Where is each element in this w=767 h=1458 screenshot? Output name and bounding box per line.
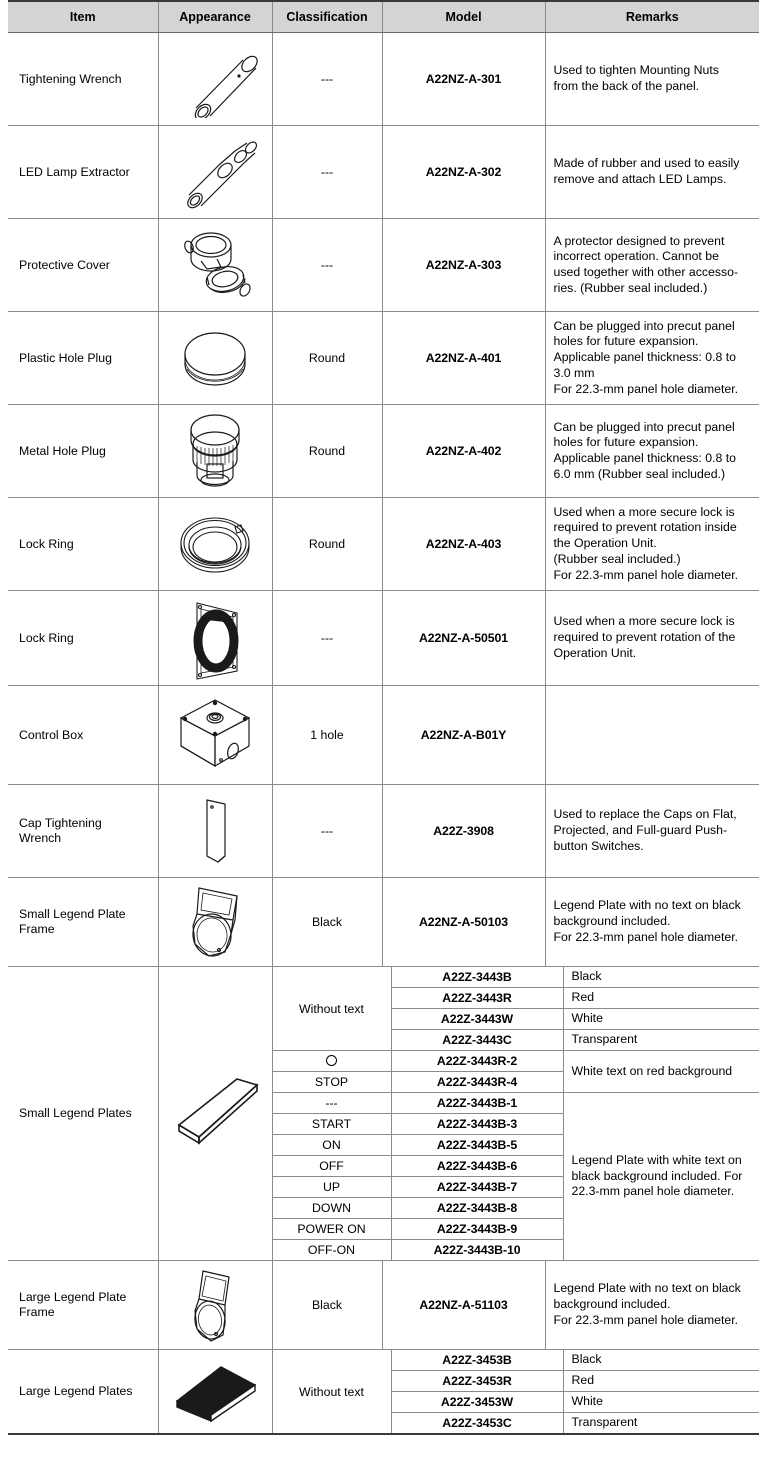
model-value: A22Z-3443C bbox=[391, 1030, 563, 1051]
classification-value: Without text bbox=[273, 967, 392, 1051]
remarks-line: Used to replace the Caps on Flat, bbox=[553, 807, 737, 822]
classification-value: OFF-ON bbox=[273, 1240, 392, 1261]
model-value: A22Z-3908 bbox=[382, 785, 545, 878]
remarks-line: holes for future expansion. bbox=[553, 334, 699, 349]
model-value: A22NZ-A-302 bbox=[382, 126, 545, 219]
item-label: Small Legend Plates bbox=[8, 967, 158, 1261]
remarks-line: remove and attach LED Lamps. bbox=[553, 172, 727, 186]
remarks-line: ries. (Rubber seal included.) bbox=[553, 280, 708, 295]
classification-value: Without text bbox=[273, 1350, 392, 1433]
remarks-cell: White text on red background bbox=[563, 1051, 759, 1093]
remarks-line: the Operation Unit. bbox=[553, 536, 657, 551]
control-box-illustration bbox=[158, 686, 272, 785]
item-label: Plastic Hole Plug bbox=[8, 312, 158, 405]
model-value: A22Z-3443R-4 bbox=[391, 1072, 563, 1093]
table-row bbox=[8, 686, 759, 785]
remarks-line: from the back of the panel. bbox=[553, 79, 700, 93]
classification-value: POWER ON bbox=[273, 1219, 392, 1240]
remarks-cell: Black bbox=[571, 1352, 602, 1367]
item-label: LED Lamp Extractor bbox=[8, 126, 158, 219]
remarks-line: Made of rubber and used to easily bbox=[553, 156, 740, 171]
metal-hole-plug-illustration bbox=[158, 405, 272, 498]
remarks-line: button Switches. bbox=[553, 838, 644, 853]
remarks-cell bbox=[545, 591, 759, 686]
remarks-cell: Transparent bbox=[563, 1030, 759, 1051]
model-value: A22Z-3443B-5 bbox=[391, 1135, 563, 1156]
model-value: A22Z-3443R bbox=[391, 988, 563, 1009]
table-row bbox=[273, 1093, 760, 1114]
remarks-line: 3.0 mm bbox=[553, 365, 595, 380]
classification-value: Round bbox=[272, 405, 382, 498]
remarks-line: (Rubber seal included.) bbox=[553, 551, 681, 566]
classification-value: Round bbox=[272, 498, 382, 591]
item-label: Large Legend Plates bbox=[8, 1350, 158, 1435]
table-row bbox=[8, 1350, 759, 1435]
item-label: Lock Ring bbox=[8, 591, 158, 686]
model-value: A22Z-3443W bbox=[391, 1009, 563, 1030]
classification-value: OFF bbox=[273, 1156, 392, 1177]
model-value: A22Z-3443B-1 bbox=[391, 1093, 563, 1114]
small-legend-plate-illustration bbox=[158, 967, 272, 1261]
remarks-line: holes for future expansion. bbox=[553, 435, 699, 450]
classification-value: Round bbox=[272, 312, 382, 405]
remarks-cell bbox=[545, 1261, 759, 1350]
item-label: Small Legend Plate Frame bbox=[8, 878, 158, 967]
remarks-line: used together with other accesso- bbox=[553, 265, 739, 279]
remarks-line: black background included. bbox=[571, 1168, 721, 1183]
item-label: Cap Tightening Wrench bbox=[8, 785, 158, 878]
remarks-line: Applicable panel thickness: 0.8 to bbox=[553, 451, 737, 465]
lock-ring-round-illustration bbox=[158, 498, 272, 591]
model-value: A22NZ-A-403 bbox=[382, 498, 545, 591]
remarks-line: For 22.3-mm panel hole diameter. bbox=[553, 567, 739, 582]
column-header-appearance: Appearance bbox=[158, 1, 272, 33]
model-value: A22Z-3453C bbox=[391, 1413, 563, 1434]
table-row bbox=[8, 498, 759, 591]
remarks-line: Used to tighten Mounting Nuts bbox=[553, 63, 719, 78]
item-label: Lock Ring bbox=[8, 498, 158, 591]
table-row bbox=[8, 405, 759, 498]
table-row bbox=[8, 33, 759, 126]
model-value: A22Z-3443B-10 bbox=[391, 1240, 563, 1261]
model-value: A22Z-3443R-2 bbox=[391, 1051, 563, 1072]
model-value: A22Z-3443B-6 bbox=[391, 1156, 563, 1177]
table-row bbox=[8, 219, 759, 312]
classification-value: --- bbox=[272, 591, 382, 686]
item-label: Protective Cover bbox=[8, 219, 158, 312]
classification-value: --- bbox=[273, 1093, 392, 1114]
classification-value: STOP bbox=[273, 1072, 392, 1093]
table-row bbox=[273, 1350, 760, 1371]
model-value: A22Z-3453R bbox=[391, 1371, 563, 1392]
classification-value: --- bbox=[272, 219, 382, 312]
table-row bbox=[8, 967, 759, 1261]
model-value: A22Z-3453W bbox=[391, 1392, 563, 1413]
remarks-cell bbox=[563, 1093, 759, 1261]
model-value: A22Z-3443B-3 bbox=[391, 1114, 563, 1135]
item-label: Large Legend Plate Frame bbox=[8, 1261, 158, 1350]
remarks-line: Legend Plate with no text on black bbox=[553, 1281, 741, 1296]
circle-symbol-icon bbox=[326, 1055, 337, 1066]
remarks-cell bbox=[545, 878, 759, 967]
remarks-cell: Transparent bbox=[563, 1413, 759, 1434]
model-value: A22NZ-A-401 bbox=[382, 312, 545, 405]
model-value: A22Z-3443B-9 bbox=[391, 1219, 563, 1240]
remarks-line: Used when a more secure lock is bbox=[553, 504, 735, 519]
remarks-cell bbox=[545, 219, 759, 312]
protective-cover-illustration bbox=[158, 219, 272, 312]
classification-value bbox=[273, 1051, 392, 1072]
remarks-line: For 22.3-mm panel hole diameter. bbox=[553, 929, 739, 944]
tightening-wrench-illustration bbox=[158, 33, 272, 126]
item-label: Control Box bbox=[8, 686, 158, 785]
table-row bbox=[8, 785, 759, 878]
model-value: A22NZ-A-402 bbox=[382, 405, 545, 498]
remarks-line: Can be plugged into precut panel bbox=[553, 419, 735, 434]
classification-value: --- bbox=[272, 785, 382, 878]
remarks-cell: Red bbox=[563, 988, 759, 1009]
model-value: A22NZ-A-51103 bbox=[382, 1261, 545, 1350]
remarks-line: required to prevent rotation of the bbox=[553, 630, 736, 645]
table-row bbox=[8, 1261, 759, 1350]
column-header-model: Model bbox=[382, 1, 545, 33]
small-legend-plate-frame-illustration bbox=[158, 878, 272, 967]
classification-value: Black bbox=[272, 878, 382, 967]
remarks-line: Can be plugged into precut panel bbox=[553, 318, 735, 333]
cap-tightening-wrench-illustration bbox=[158, 785, 272, 878]
classification-value: START bbox=[273, 1114, 392, 1135]
item-label: Tightening Wrench bbox=[8, 33, 158, 126]
remarks-line: background included. bbox=[553, 1297, 671, 1312]
table-row bbox=[8, 312, 759, 405]
table-row bbox=[273, 967, 760, 988]
item-label: Metal Hole Plug bbox=[8, 405, 158, 498]
model-value: A22NZ-A-301 bbox=[382, 33, 545, 126]
remarks-line: required to prevent rotation inside bbox=[553, 520, 737, 535]
classification-value: 1 hole bbox=[272, 686, 382, 785]
remarks-line: For 22.3-mm panel hole diameter. bbox=[553, 1312, 739, 1327]
lock-ring-square-illustration bbox=[158, 591, 272, 686]
classification-value: ON bbox=[273, 1135, 392, 1156]
plastic-hole-plug-illustration bbox=[158, 312, 272, 405]
classification-value: Black bbox=[272, 1261, 382, 1350]
model-value: A22NZ-A-B01Y bbox=[382, 686, 545, 785]
model-value: A22Z-3453B bbox=[391, 1350, 563, 1371]
remarks-cell: White bbox=[563, 1009, 759, 1030]
led-lamp-extractor-illustration bbox=[158, 126, 272, 219]
table-row bbox=[273, 1051, 760, 1072]
model-value: A22Z-3443B-7 bbox=[391, 1177, 563, 1198]
classification-value: DOWN bbox=[273, 1198, 392, 1219]
table-row bbox=[8, 591, 759, 686]
remarks-line: Used when a more secure lock is bbox=[553, 614, 735, 629]
remarks-line: background included. bbox=[553, 914, 671, 929]
remarks-cell: White bbox=[563, 1392, 759, 1413]
model-value: A22NZ-A-50501 bbox=[382, 591, 545, 686]
model-value: A22Z-3443B-8 bbox=[391, 1198, 563, 1219]
remarks-line: Operation Unit. bbox=[553, 645, 637, 660]
remarks-line: 6.0 mm (Rubber seal included.) bbox=[553, 466, 726, 481]
remarks-line: incorrect operation. Cannot be bbox=[553, 249, 719, 264]
remarks-line: Legend Plate with no text on black bbox=[553, 898, 741, 913]
remarks-cell bbox=[545, 498, 759, 591]
table-row bbox=[8, 878, 759, 967]
model-value: A22Z-3443B bbox=[391, 967, 563, 988]
remarks-cell bbox=[545, 405, 759, 498]
large-legend-plates-variants bbox=[272, 1350, 759, 1435]
remarks-cell: Black bbox=[571, 969, 602, 984]
remarks-cell: Red bbox=[563, 1371, 759, 1392]
table-row bbox=[8, 126, 759, 219]
remarks-line: For 22.3-mm panel hole diameter. bbox=[553, 381, 739, 396]
classification-value: UP bbox=[273, 1177, 392, 1198]
remarks-line: Legend Plate with white text on bbox=[571, 1153, 742, 1168]
remarks-cell bbox=[545, 33, 759, 126]
column-header-remarks: Remarks bbox=[545, 1, 759, 33]
accessories-table bbox=[8, 0, 759, 1435]
remarks-cell bbox=[545, 686, 759, 785]
remarks-line: Projected, and Full-guard Push- bbox=[553, 823, 728, 838]
remarks-line: A protector designed to prevent bbox=[553, 233, 725, 248]
small-legend-plates-variants bbox=[272, 967, 759, 1261]
remarks-cell bbox=[545, 126, 759, 219]
remarks-cell bbox=[545, 785, 759, 878]
remarks-line: For 22.3-mm panel hole diameter. bbox=[571, 1168, 743, 1199]
model-value: A22NZ-A-50103 bbox=[382, 878, 545, 967]
classification-value: --- bbox=[272, 126, 382, 219]
large-legend-plate-illustration bbox=[158, 1350, 272, 1435]
table-header-row bbox=[8, 1, 759, 33]
remarks-cell bbox=[545, 312, 759, 405]
classification-value: --- bbox=[272, 33, 382, 126]
large-legend-plate-frame-illustration bbox=[158, 1261, 272, 1350]
column-header-classification: Classification bbox=[272, 1, 382, 33]
model-value: A22NZ-A-303 bbox=[382, 219, 545, 312]
remarks-line: Applicable panel thickness: 0.8 to bbox=[553, 350, 737, 365]
column-header-item: Item bbox=[8, 1, 158, 33]
